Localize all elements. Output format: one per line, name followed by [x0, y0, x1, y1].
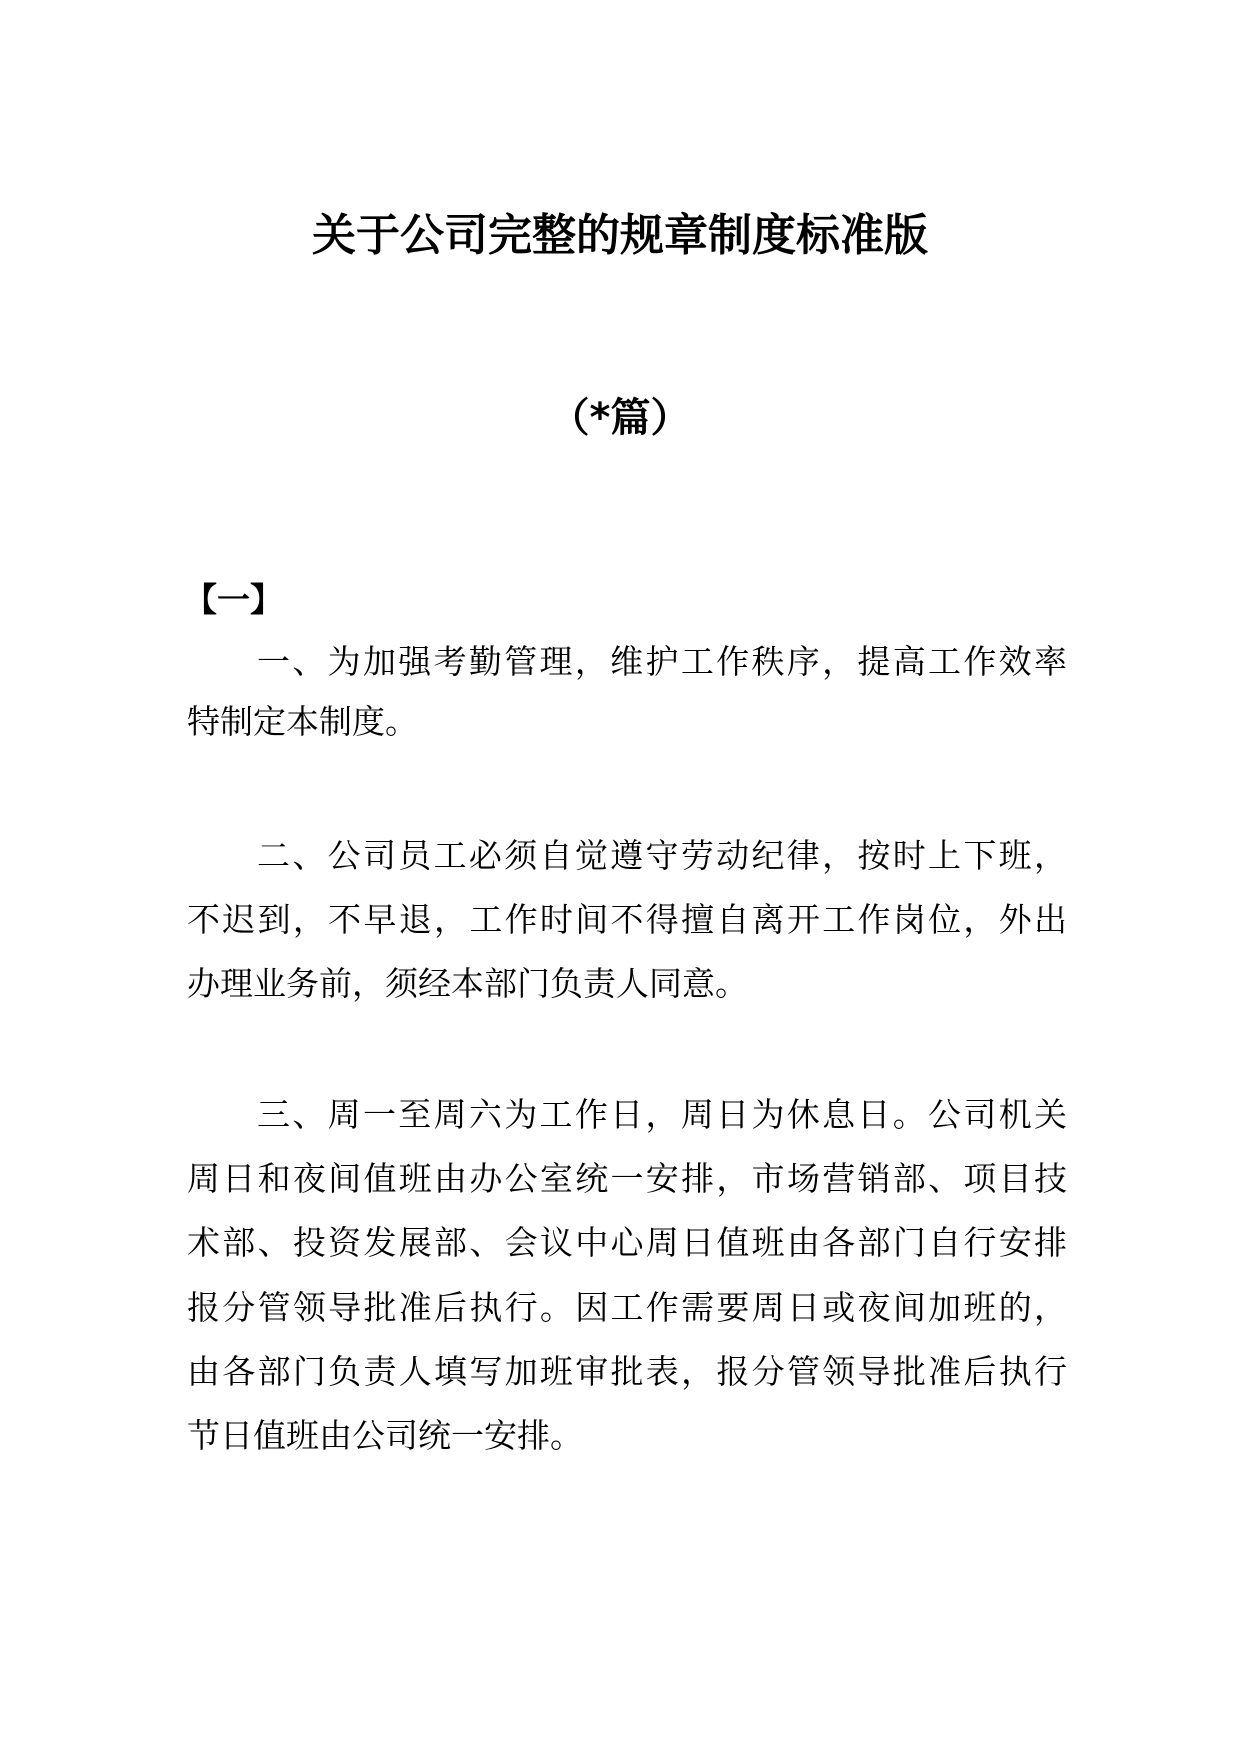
document-subtitle: （*篇）: [549, 395, 691, 441]
paragraph-line: 术部、投资发展部、会议中心周日值班由各部门自行安排: [187, 1223, 1067, 1262]
paragraph-line: 一、为加强考勤管理，维护工作秩序，提高工作效率: [257, 642, 1067, 681]
paragraph-line: 节日值班由公司统一安排。: [187, 1416, 583, 1455]
document-title: 关于公司完整的规章制度标准版: [312, 210, 928, 261]
paragraph-line: 不迟到，不早退，工作时间不得擅自离开工作岗位，外出: [187, 900, 1067, 939]
paragraph-line: 二、公司员工必须自觉遵守劳动纪律，按时上下班，: [257, 836, 1067, 875]
paragraph-line: 由各部门负责人填写加班审批表，报分管领导批准后执行: [187, 1352, 1067, 1391]
paragraph-line: 三、周一至周六为工作日，周日为休息日。公司机关: [257, 1095, 1067, 1134]
paragraph-line: 特制定本制度。: [187, 702, 418, 741]
section-label: 【一】: [184, 580, 283, 619]
paragraph-line: 办理业务前，须经本部门负责人同意。: [187, 964, 748, 1003]
paragraph-line: 报分管领导批准后执行。因工作需要周日或夜间加班的，: [187, 1288, 1067, 1327]
paragraph-line: 周日和夜间值班由办公室统一安排，市场营销部、项目技: [187, 1159, 1067, 1198]
